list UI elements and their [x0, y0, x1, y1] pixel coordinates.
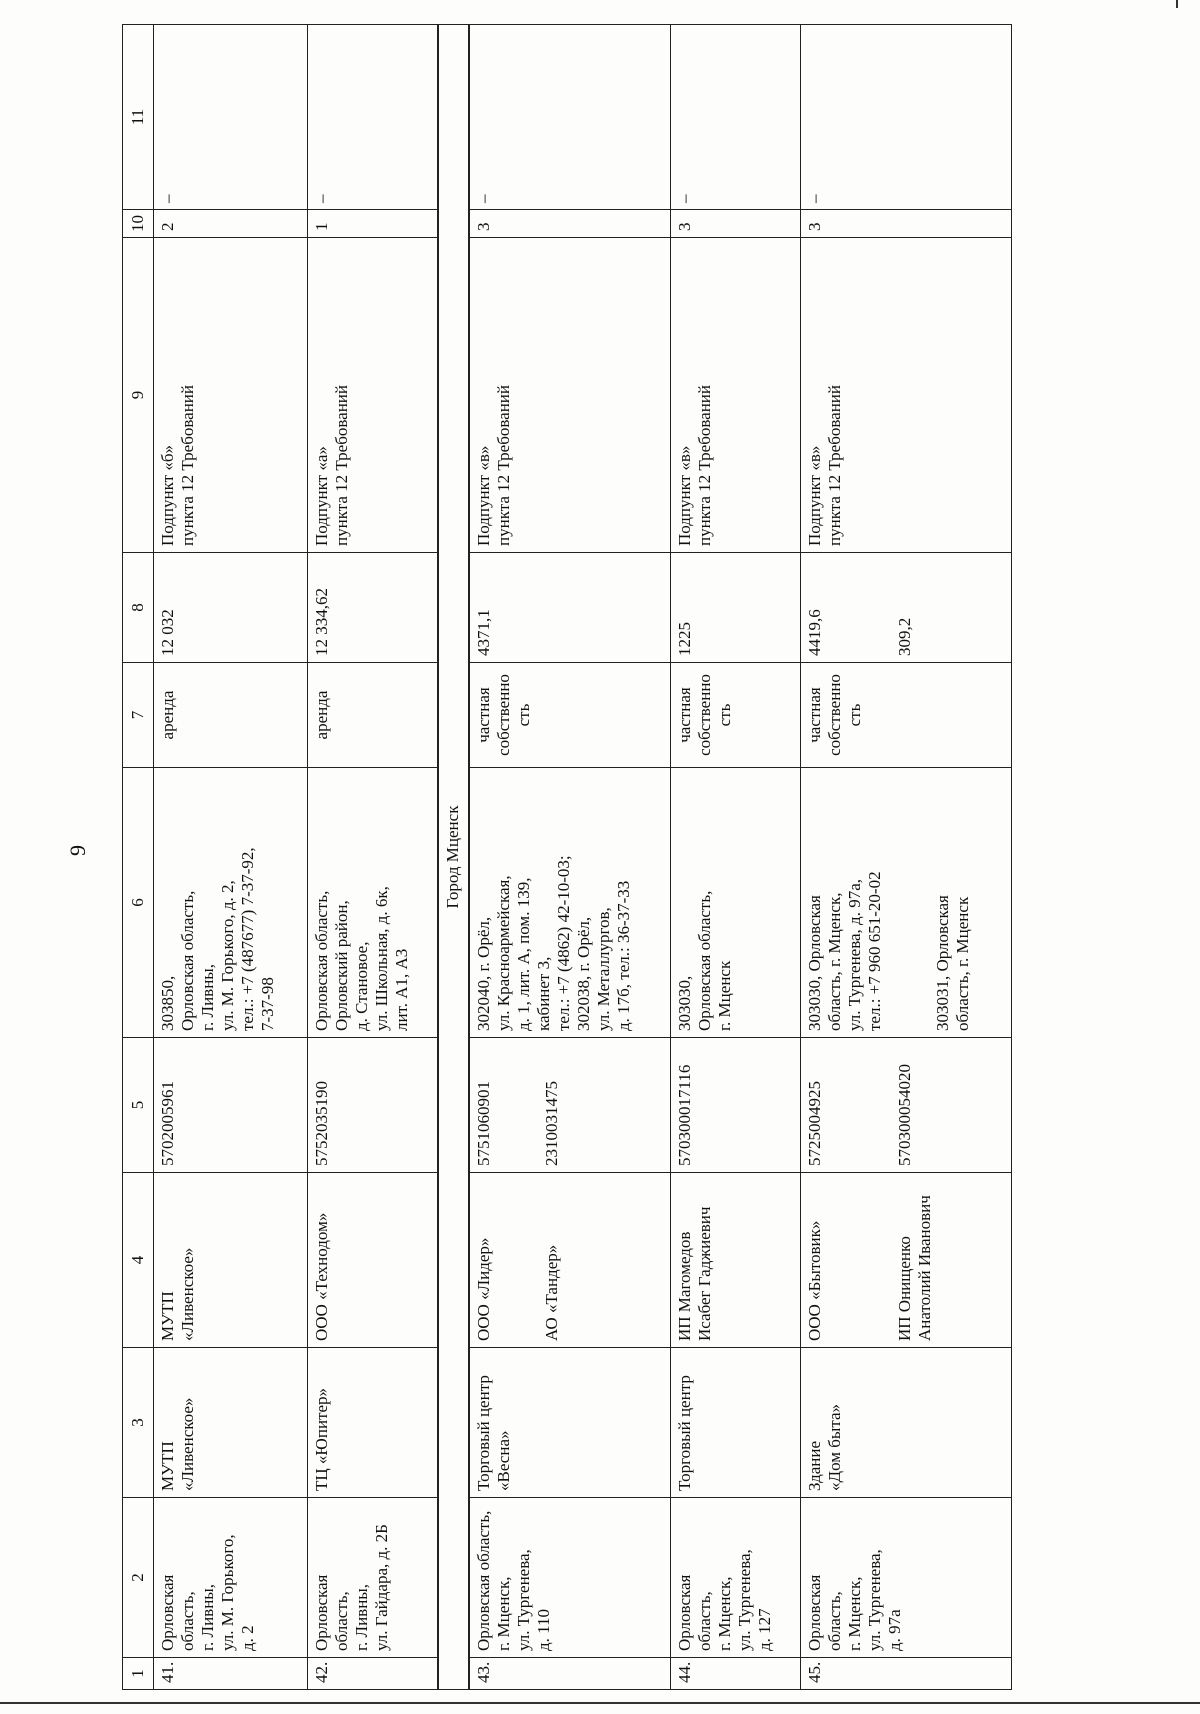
object-line: «Дом быта»: [825, 1403, 845, 1491]
cell-owner-name: [671, 1173, 801, 1348]
contact-line: г. Мценск: [715, 960, 735, 1031]
contact-line: ул. Красноармейская,: [493, 875, 513, 1031]
cell-object: [307, 1348, 438, 1498]
cell-basis: [801, 238, 1012, 553]
cell-col11: –: [307, 25, 438, 210]
address-line: д. 110: [533, 1608, 553, 1651]
address-line: область,: [331, 1591, 351, 1651]
data-table: [122, 24, 1012, 1690]
cell-col10: 3: [801, 210, 1012, 238]
cell-owner-name: [154, 1173, 308, 1348]
cell-area: [469, 553, 671, 663]
cell-col10: 3: [671, 210, 801, 238]
cell-ownership: [801, 663, 1012, 768]
cell-col10: 2: [154, 210, 308, 238]
basis-line: Подпункт «а»: [311, 446, 331, 546]
contact-line: д. Становое,: [351, 941, 371, 1031]
cell-area: [801, 553, 1012, 663]
address-line: г. Ливны,: [198, 1584, 218, 1651]
object-line: «Весна»: [493, 1430, 513, 1491]
address-line: ул. Тургенева,: [865, 1549, 885, 1651]
owner-gap: [885, 774, 933, 1031]
ownership-line: сть: [513, 703, 533, 727]
cell-object: [469, 1348, 671, 1498]
object-line: Торговый центр: [675, 1375, 695, 1491]
owner-name-line: ООО «Лидер»: [473, 1237, 493, 1341]
table-body-mtsensk: [469, 25, 1012, 1690]
cell-ownership: [154, 663, 308, 768]
inn-value: 570300054020: [895, 1064, 915, 1166]
inn-value: 570300017116: [675, 1064, 695, 1166]
cell-address: [154, 1498, 308, 1658]
column-number-7: 7: [123, 663, 154, 768]
cell-address: [671, 1498, 801, 1658]
cell-area: [154, 553, 308, 663]
cell-row-number: 43.: [469, 1658, 671, 1690]
area-value: 4371,1: [473, 609, 493, 656]
column-number-1: 1: [123, 1658, 154, 1690]
cell-ownership: [307, 663, 438, 768]
table-row: [801, 25, 1012, 1690]
object-line: Здание: [805, 1440, 825, 1491]
inn-value: 2310031475: [541, 1081, 561, 1166]
cell-contact: [154, 768, 308, 1038]
address-line: Орловская: [311, 1574, 331, 1651]
cell-basis: [307, 238, 438, 553]
table-row: [154, 25, 308, 1690]
cell-contact: [801, 768, 1012, 1038]
address-line: ул. Тургенева,: [735, 1549, 755, 1651]
contact-line: г. Ливны,: [198, 964, 218, 1031]
cell-owner-name: [801, 1173, 1012, 1348]
basis-line: пункта 12 Требований: [825, 385, 845, 546]
cell-area: [307, 553, 438, 663]
ownership-line: собственно: [493, 674, 513, 756]
column-number-10: 10: [123, 210, 154, 238]
basis-line: Подпункт «в»: [805, 445, 825, 546]
cell-object: [671, 1348, 801, 1498]
owner-name-line: Исабег Гаджиевич: [695, 1206, 715, 1341]
cell-ownership: [469, 663, 671, 768]
area-value: 12 032: [158, 609, 177, 656]
owner-name-line: ООО «Технодом»: [311, 1212, 331, 1341]
section-title: Город Мценск: [438, 25, 469, 1690]
contact-line: 303030,: [675, 975, 695, 1031]
address-line: ул. Тургенева,: [513, 1549, 533, 1651]
basis-line: пункта 12 Требований: [178, 385, 198, 546]
contact-line: 302040, г. Орёл,: [473, 916, 493, 1031]
table-row: [469, 25, 671, 1690]
cell-contact: [469, 768, 671, 1038]
contact-line: 303030, Орловская: [805, 895, 825, 1031]
cell-object: [801, 1348, 1012, 1498]
contact-line: д. 17б, тел.: 36-37-33: [614, 880, 634, 1031]
contact-line: 303850,: [158, 975, 177, 1031]
object-line: «Ливенское»: [178, 1397, 198, 1491]
address-line: Орловская: [805, 1574, 825, 1651]
address-line: г. Мценск,: [493, 1576, 513, 1651]
page-number: 9: [65, 845, 90, 856]
address-line: г. Ливны,: [351, 1584, 371, 1651]
column-number-4: 4: [123, 1173, 154, 1348]
cell-inn: [469, 1038, 671, 1173]
address-line: область,: [178, 1591, 198, 1651]
cell-row-number: 45.: [801, 1658, 1012, 1690]
scan-edge-line: [0, 1702, 1200, 1704]
owner-name-line: Анатолий Иванович: [915, 1195, 935, 1341]
contact-line: лит. А1, А3: [391, 948, 411, 1031]
ownership-line: собственно: [695, 674, 715, 756]
basis-line: Подпункт «в»: [473, 445, 493, 546]
table-container: [122, 25, 1012, 1690]
address-line: г. Мценск,: [715, 1576, 735, 1651]
object-line: ТЦ «Юпитер»: [311, 1387, 331, 1491]
cell-area: [671, 553, 801, 663]
contact-line: Орловская область,: [178, 890, 198, 1031]
owner-gap: [494, 1179, 542, 1341]
cell-owner-name: [469, 1173, 671, 1348]
ownership-line: частная: [675, 687, 695, 743]
contact-line: Орловская область,: [695, 890, 715, 1031]
ownership-line: аренда: [311, 690, 331, 740]
address-line: Орловская: [675, 1574, 695, 1651]
table-body-livny: [154, 25, 438, 1690]
object-line: МУТП: [158, 1441, 177, 1491]
contact-line: 7-37-98: [258, 977, 278, 1031]
ownership-line: аренда: [158, 690, 177, 740]
address-line: область,: [825, 1591, 845, 1651]
cell-address: [801, 1498, 1012, 1658]
column-number-3: 3: [123, 1348, 154, 1498]
cell-contact: [671, 768, 801, 1038]
contact-line: 302038, г. Орёл,: [573, 916, 593, 1031]
area-value: 12 334,62: [311, 588, 331, 656]
inn-value: 5751060901: [473, 1081, 493, 1166]
table-row: [307, 25, 438, 1690]
address-line: д. 127: [755, 1608, 775, 1651]
column-number-8: 8: [123, 553, 154, 663]
column-number-2: 2: [123, 1498, 154, 1658]
address-line: Орловская: [158, 1574, 177, 1651]
cell-col10: 1: [307, 210, 438, 238]
contact-line: тел.: +7 960 651-20-02: [865, 871, 885, 1031]
basis-line: Подпункт «б»: [158, 445, 177, 546]
address-line: ул. М. Горького,: [218, 1534, 238, 1651]
contact-line: ул. М. Горького, д. 2,: [218, 880, 238, 1031]
contact-line: Орловский район,: [331, 900, 351, 1031]
address-line: д. 2: [238, 1625, 258, 1651]
basis-line: пункта 12 Требований: [493, 385, 513, 546]
contact-line: кабинет 3,: [533, 956, 553, 1031]
owner-name-line: ИП Онищенко: [895, 1236, 915, 1341]
ownership-line: частная: [473, 687, 493, 743]
owner-name-line: ИП Магомедов: [675, 1231, 695, 1341]
object-line: Торговый центр: [473, 1375, 493, 1491]
ownership-line: собственно: [825, 674, 845, 756]
address-line: Орловская область,: [473, 1510, 493, 1651]
cell-col11: –: [671, 25, 801, 210]
table-row: [671, 25, 801, 1690]
cell-owner-name: [307, 1173, 438, 1348]
column-number-row: [123, 25, 154, 1690]
cell-col11: –: [154, 25, 308, 210]
cell-basis: [671, 238, 801, 553]
contact-line: ул. Металлургов,: [593, 907, 613, 1031]
contact-line: ул. Тургенева, д. 97а,: [845, 878, 865, 1031]
contact-line: тел.: +7 (4862) 42-10-03;: [553, 855, 573, 1031]
cell-contact: [307, 768, 438, 1038]
owner-name-line: МУТП: [158, 1291, 177, 1341]
owner-gap: [494, 1044, 542, 1166]
cell-col10: 3: [469, 210, 671, 238]
area-gap: [825, 559, 895, 656]
ownership-line: частная: [805, 687, 825, 743]
cell-address: [307, 1498, 438, 1658]
area-value: 4419,6: [805, 609, 825, 656]
contact-line: область, г. Мценск: [953, 896, 973, 1031]
owner-name-line: ООО «Бытовик»: [805, 1220, 825, 1341]
cell-inn: [801, 1038, 1012, 1173]
inn-value: 5702005961: [158, 1081, 177, 1166]
column-number-9: 9: [123, 238, 154, 553]
section-row: [438, 25, 469, 1690]
cell-row-number: 41.: [154, 1658, 308, 1690]
ownership-line: сть: [715, 703, 735, 727]
contact-line: область, г. Мценск,: [825, 892, 845, 1031]
cell-inn: [671, 1038, 801, 1173]
cell-col11: –: [469, 25, 671, 210]
address-line: ул. Гайдара, д. 2Б: [371, 1524, 391, 1651]
inn-value: 5752035190: [311, 1081, 331, 1166]
scan-mark: [1176, 0, 1178, 8]
owner-name-line: «Ливенское»: [178, 1247, 198, 1341]
column-number-6: 6: [123, 768, 154, 1038]
contact-line: тел.: +7 (487677) 7-37-92,: [238, 847, 258, 1031]
cell-col11: –: [801, 25, 1012, 210]
column-number-5: 5: [123, 1038, 154, 1173]
owner-gap: [825, 1044, 895, 1166]
cell-object: [154, 1348, 308, 1498]
cell-inn: [154, 1038, 308, 1173]
cell-ownership: [671, 663, 801, 768]
area-value: 309,2: [895, 617, 915, 656]
address-line: область,: [695, 1591, 715, 1651]
area-value: 1225: [675, 622, 695, 656]
address-line: г. Мценск,: [845, 1576, 865, 1651]
basis-line: Подпункт «в»: [675, 445, 695, 546]
cell-basis: [154, 238, 308, 553]
owner-name-line: АО «Тандер»: [541, 1244, 561, 1341]
cell-row-number: 44.: [671, 1658, 801, 1690]
contact-line: Орловская область,: [311, 890, 331, 1031]
column-number-11: 11: [123, 25, 154, 210]
ownership-line: сть: [845, 703, 865, 727]
contact-line: д. 1, лит. А, пом. 139,: [513, 877, 533, 1031]
basis-line: пункта 12 Требований: [695, 385, 715, 546]
owner-gap: [825, 1179, 895, 1341]
cell-inn: [307, 1038, 438, 1173]
address-line: д. 97а: [885, 1609, 905, 1651]
contact-line: 303031, Орловская: [933, 895, 953, 1031]
cell-row-number: 42.: [307, 1658, 438, 1690]
basis-line: пункта 12 Требований: [331, 385, 351, 546]
cell-basis: [469, 238, 671, 553]
cell-address: [469, 1498, 671, 1658]
contact-line: ул. Школьная, д. 6к,: [371, 886, 391, 1031]
inn-value: 5725004925: [805, 1081, 825, 1166]
